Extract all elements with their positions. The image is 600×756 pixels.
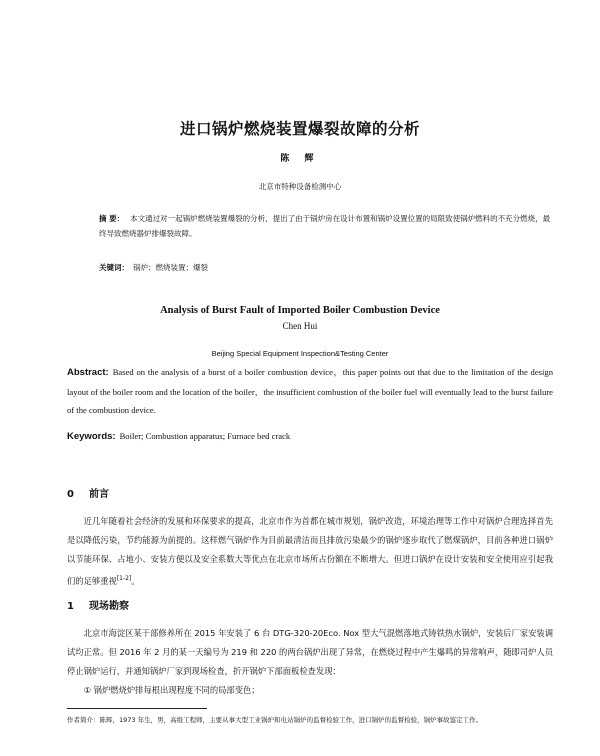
english-abstract-text: Based on the analysis of a burst of a boiler combustion device，this paper points out that due to the limitation of the design layout of the boiler room and the location of the boiler，the insufficient combustion of the boiler fuel will eventually lead to the burst failure of the combustion device. [67, 367, 553, 415]
section-0-paragraph: 近几年随着社会经济的发展和环保要求的提高，北京市作为首都在城市规划，锅炉改造，环境治理等工作中对锅炉合理选择首先是以降低污染，节约能源为前提的。这样燃气锅炉作为目前最清洁而且排放污染最少的锅炉逐步取代了燃煤锅炉，目前各种进口锅炉以节能环保、占地小、安装方便以及安全系数大等优点在北京市场所占份额在不断增大。但进口锅炉在设计安装和安全使用应引起我们的足够重视[1-2]。 [67, 516, 553, 586]
chinese-keywords-text: 锅炉；燃烧装置；爆裂 [133, 263, 208, 272]
author-footnote: 作者简介：陈辉，1973 年生，男，高级工程师，主要从事大型工业锅炉和电站锅炉的监督检验工作，进口锅炉的监督检验，锅炉事故鉴定工作。 [67, 716, 483, 724]
english-title: Analysis of Burst Fault of Imported Boiler Combustion Device [160, 305, 440, 316]
english-keywords-label: Keywords: [67, 431, 116, 442]
section-0-body [67, 512, 553, 591]
citation: [1-2] [116, 575, 132, 582]
section-1-heading [67, 597, 129, 612]
english-author: Chen Hui [282, 321, 318, 331]
chinese-keywords [99, 262, 554, 273]
section-0-title: 前言 [89, 489, 109, 500]
chinese-affiliation: 北京市特种设备检测中心 [258, 182, 342, 191]
section-1-number: 1 [67, 601, 74, 612]
section-0-heading [67, 485, 109, 500]
chinese-title: 进口锅炉燃烧装置爆裂故障的分析 [179, 120, 420, 138]
section-1-body [67, 624, 553, 700]
section-1-list-item: ① 锅炉燃烧炉排每根出现程度不同的局部变色； [83, 685, 260, 695]
english-keywords [67, 431, 553, 442]
chinese-abstract-label: 摘 要： [99, 214, 125, 223]
chinese-abstract-text: 本文通过对一起锅炉燃烧装置爆裂的分析，提出了由于锅炉房在设计布置和锅炉设置位置的局限致使锅炉燃料的不充分燃烧，最终导致燃烧器炉排爆裂故障。 [99, 214, 551, 238]
english-keywords-text: Boiler; Combustion apparatus; Furnace bed crack [119, 431, 291, 441]
footnote-rule [67, 708, 207, 709]
section-0-number: 0 [67, 489, 74, 500]
english-abstract [67, 363, 553, 420]
chinese-abstract [99, 211, 554, 241]
chinese-keywords-label: 关键词： [99, 263, 129, 272]
chinese-author: 陈 辉 [280, 154, 320, 164]
english-affiliation: Beijing Special Equipment Inspection&Testing Center [211, 349, 389, 358]
section-1-title: 现场勘察 [89, 601, 129, 612]
english-abstract-label: Abstract: [67, 367, 109, 378]
section-1-paragraph: 北京市海淀区某干部修养所在 2015 年安装了 6 台 DTG-320-20Eco. Nox 型大气混燃落地式铸铁热水锅炉，安装后厂家安装调试均正常。但 2016 年 2 月的某一天编号为 219 和 220 的两台锅炉出现了异常，在燃烧过程中产生爆鸣的异常响声，随即司炉人员停止锅炉运行，并通知锅炉厂家到现场检查，折开锅炉下部面板检查发现： [67, 628, 553, 676]
